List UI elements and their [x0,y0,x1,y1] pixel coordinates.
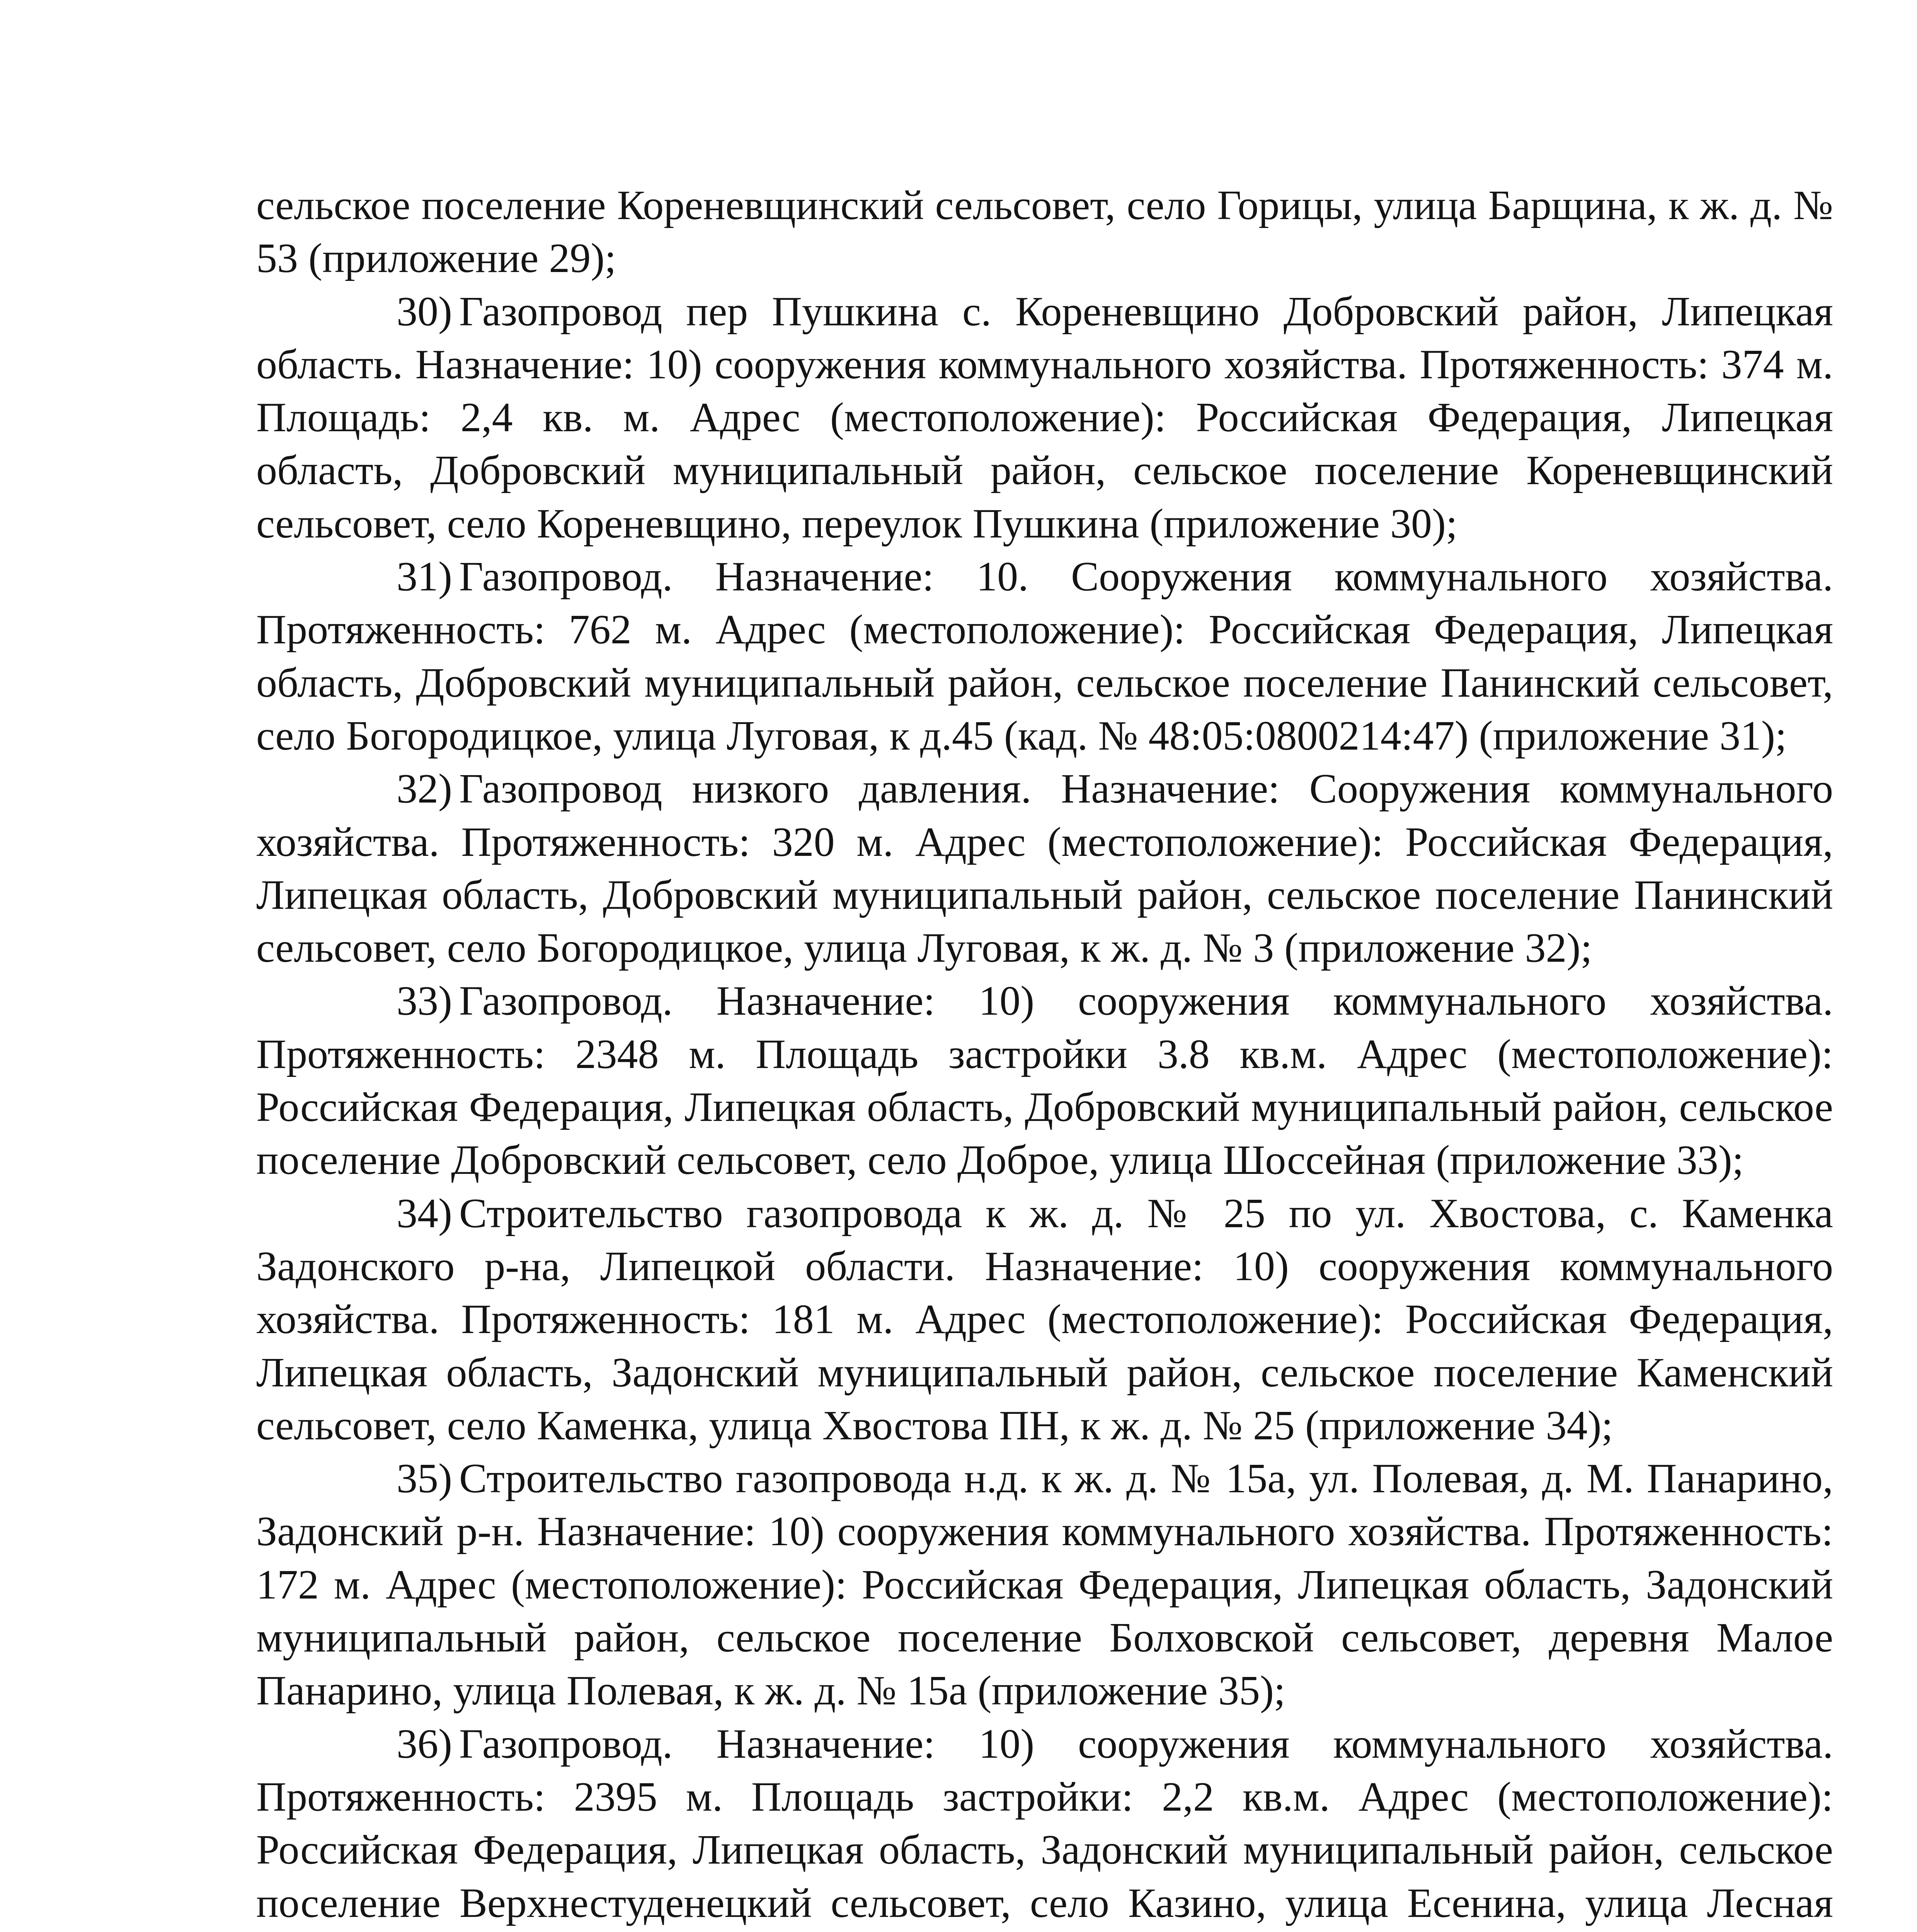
item-number: 35) [397,1456,452,1502]
item-text: Газопровод низкого давления. Назначение: Сооружения коммунального хозяйства. Протяженность: 320 м. Адрес (местоположение): Российская Федерация, Липецкая область, Добровский муниципальный район, сельское поселение Панинский сельсовет, село Богородицкое, улица Луговая, к ж. д. № 3 (приложение 32); [256,766,1833,971]
item-text: Газопровод. Назначение: 10) сооружения коммунального хозяйства. Протяженность: 2395 м. Площадь застройки: 2,2 кв.м. Адрес (местоположение): Российская Федерация, Липецкая область, Задонский муниципальный район, сельское поселение Верхнестуденецкий сельсовет, село Казино, улица Есенина, улица Лесная [256,1721,1833,1926]
list-item-32 [256,762,1833,975]
list-item-35 [256,1452,1833,1717]
item-number: 34) [397,1190,452,1236]
item-number: 36) [397,1721,452,1767]
list-item-30 [256,285,1833,550]
list-item-31 [256,550,1833,762]
item-text: Газопровод. Назначение: 10. Сооружения коммунального хозяйства. Протяженность: 762 м. Адрес (местоположение): Российская Федерация, Липецкая область, Добровский муниципальный район, сельское поселение Панинский сельсовет, село Богородицкое, улица Луговая, к д.45 (кад. № 48:05:0800214:47) (приложение 31); [256,554,1833,759]
document-body [256,179,1833,1932]
item-text: Газопровод. Назначение: 10) сооружения коммунального хозяйства. Протяженность: 2348 м. Площадь застройки 3.8 кв.м. Адрес (местоположение): Российская Федерация, Липецкая область, Добровский муниципальный район, сельское поселение Добровский сельсовет, село Доброе, улица Шоссейная (приложение 33); [256,978,1833,1184]
list-item-36 [256,1718,1833,1932]
item-number: 31) [397,554,452,600]
item-number: 32) [397,766,452,812]
item-text: Строительство газопровода н.д. к ж. д. № 15а, ул. Полевая, д. М. Панарино, Задонский р-н. Назначение: 10) сооружения коммунального хозяйства. Протяженность: 172 м. Адрес (местоположение): Российская Федерация, Липецкая область, Задонский муниципальный район, сельское поселение Болховской сельсовет, деревня Малое Панарино, улица Полевая, к ж. д. № 15а (приложение 35); [256,1456,1833,1714]
item-text: Газопровод пер Пушкина с. Кореневщино Добровский район, Липецкая область. Назначение: 10) сооружения коммунального хозяйства. Протяженность: 374 м. Площадь: 2,4 кв. м. Адрес (местоположение): Российская Федерация, Липецкая область, Добровский муниципальный район, сельское поселение Кореневщинский сельсовет, село Кореневщино, переулок Пушкина (приложение 30); [256,288,1833,547]
item-text: Строительство газопровода к ж. д. № 25 по ул. Хвостова, с. Каменка Задонского р-на, Липецкой области. Назначение: 10) сооружения коммунального хозяйства. Протяженность: 181 м. Адрес (местоположение): Российская Федерация, Липецкая область, Задонский муниципальный район, сельское поселение Каменский сельсовет, село Каменка, улица Хвостова ПН, к ж. д. № 25 (приложение 34); [256,1190,1833,1449]
item-number: 30) [397,288,452,335]
list-item-34 [256,1187,1833,1452]
intro-paragraph: сельское поселение Кореневщинский сельсовет, село Горицы, улица Барщина, к ж. д. № 53 (приложение 29); [256,182,1833,282]
list-item-33 [256,975,1833,1187]
item-number: 33) [397,978,452,1024]
